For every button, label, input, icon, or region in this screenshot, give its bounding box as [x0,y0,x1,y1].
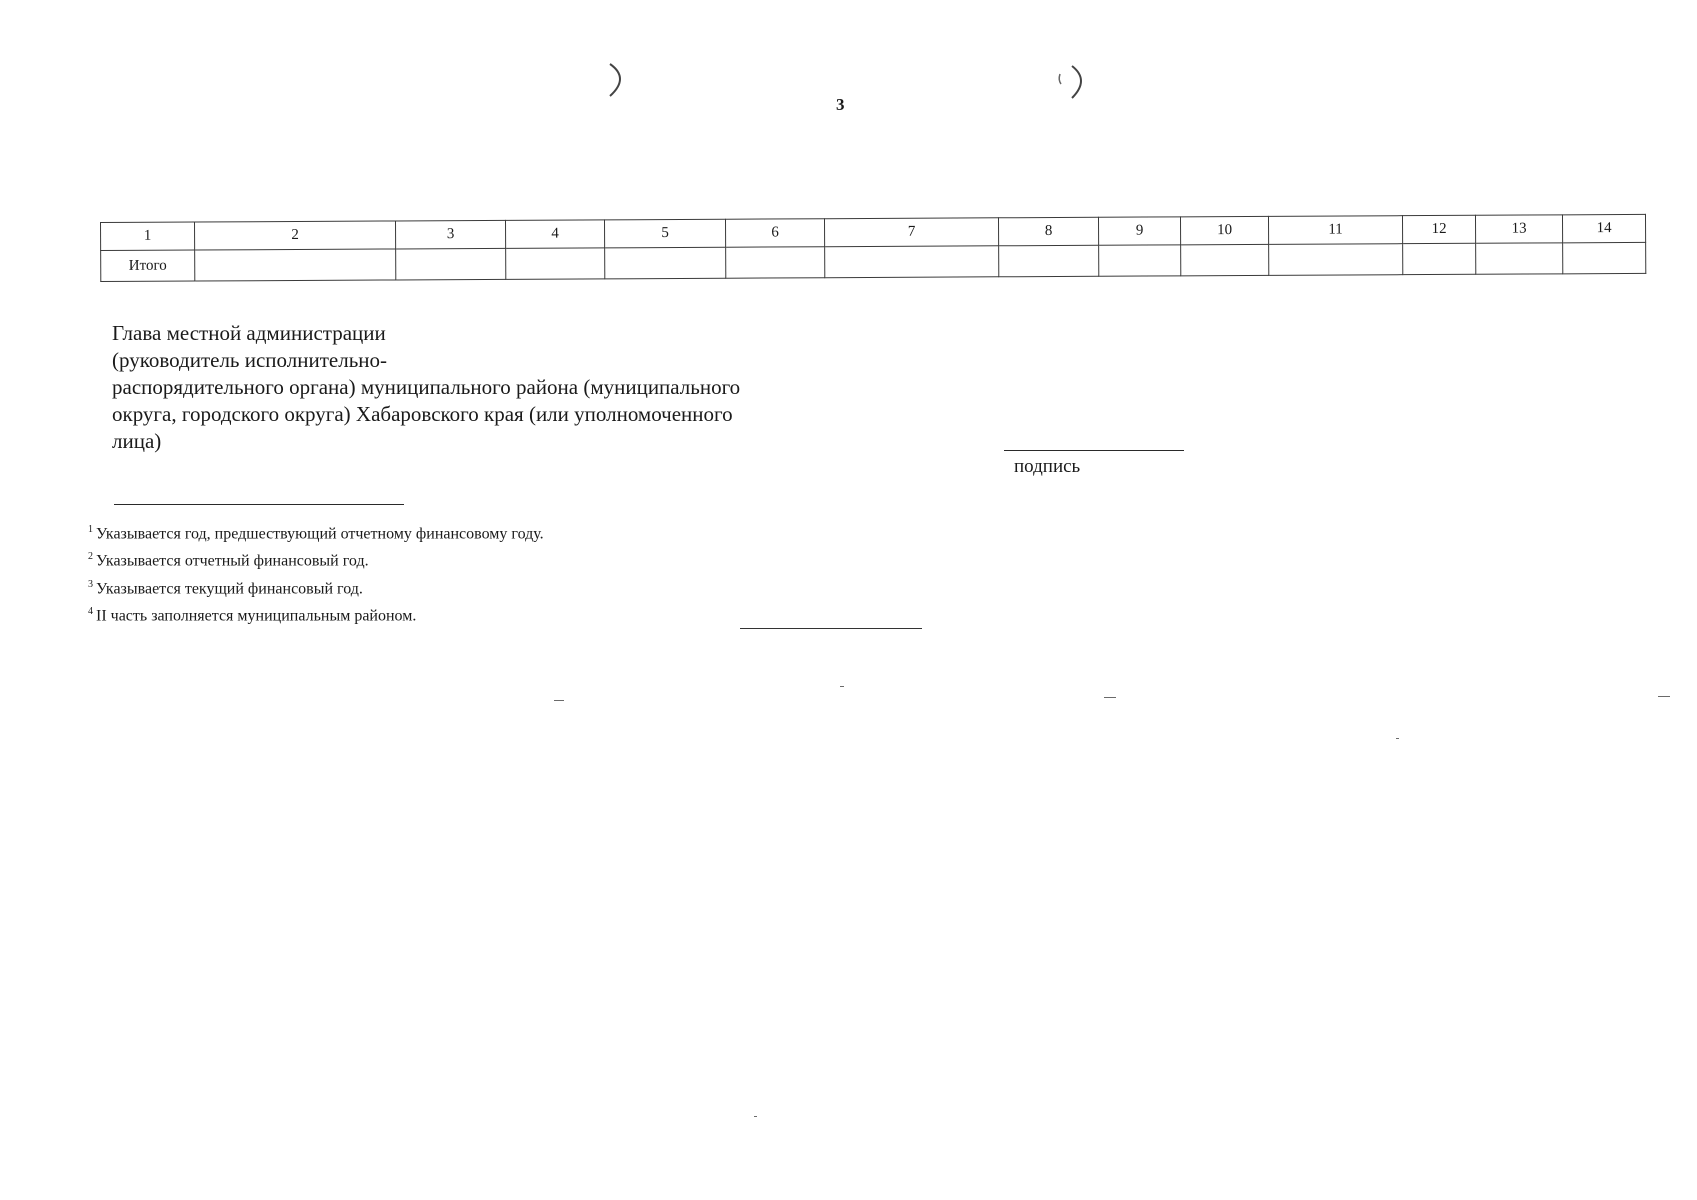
total-cell [1403,243,1476,274]
page-number: 3 [836,95,845,114]
total-cell [1269,244,1403,276]
column-number: 9 [1098,217,1180,245]
signatory-line: Глава местной администрации [112,321,386,345]
column-number: 4 [505,220,604,249]
footnote-mark: 3 [88,578,93,590]
column-number: 3 [395,220,505,249]
punch-hole-left [596,60,636,100]
total-cell [506,248,605,280]
footnote-text: Указывается год, предшествующий отчетному финансовому году. [96,525,544,543]
footnote-separator [114,504,404,505]
signatory-title [112,320,852,455]
scan-speck [1396,738,1399,739]
footnote-text: II часть заполняется муниципальным районом. [96,607,417,625]
column-number: 5 [604,219,725,248]
column-number: 8 [998,217,1098,246]
total-cell [726,247,825,279]
signature-caption: подпись [1014,456,1081,477]
footnote-text: Указывается текущий финансовый год. [96,579,363,597]
column-number: 10 [1180,216,1268,244]
punch-hole-right [1056,62,1096,102]
signatory-line: округа, городского округа) Хабаровского края (или уполномоченного [112,402,733,426]
footnote-mark: 1 [88,524,93,535]
column-number: 12 [1402,215,1475,243]
signatory-line: (руководитель исполнительно- [112,348,388,372]
total-cell [195,249,396,281]
scan-speck [1104,697,1116,698]
scan-speck [1658,696,1670,697]
footnote [88,600,544,627]
end-of-document-rule [740,628,922,629]
total-cell [1563,242,1646,273]
footnote [88,573,544,600]
scan-speck [840,686,844,687]
total-label: Итого [101,250,195,281]
footnote-text: Указывается отчетный финансовый год. [96,552,369,570]
total-cell [1181,244,1269,275]
total-cell [1099,245,1181,276]
column-number: 14 [1562,214,1645,242]
column-number: 6 [725,219,824,248]
column-number: 2 [195,221,396,250]
footnote [88,545,544,572]
scan-speck [754,1116,757,1117]
signature-line [1004,450,1184,451]
footnotes [88,518,544,627]
total-cell [396,248,506,280]
total-cell [999,245,1099,277]
column-number: 7 [824,218,998,247]
signatory-line: лица) [112,429,162,453]
footnote-mark: 4 [88,605,93,617]
summary-table [100,214,1646,282]
column-number: 1 [101,222,195,250]
signatory-line: распорядительного органа) муниципального района (муниципального [112,375,741,399]
total-cell [825,246,999,278]
total-cell [1476,243,1563,274]
total-cell [605,247,726,279]
column-number: 11 [1268,216,1402,245]
scan-speck [554,700,564,701]
footnote [88,518,544,545]
column-number: 13 [1475,215,1562,243]
footnote-mark: 2 [88,551,93,563]
